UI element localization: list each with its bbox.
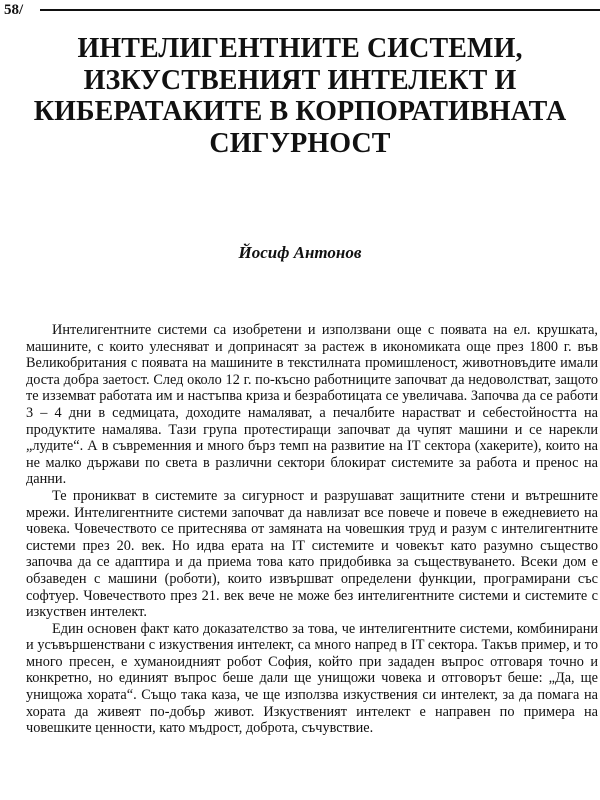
- title-line: ИНТЕЛИГЕНТНИТЕ СИСТЕМИ,: [77, 33, 523, 64]
- title-line: ИЗКУСТВЕНИЯТ ИНТЕЛЕКТ И: [83, 64, 517, 96]
- page-number: 58/: [4, 2, 24, 18]
- article-body: [26, 322, 598, 737]
- header-rule: [40, 9, 600, 11]
- body-paragraph: Един основен факт като доказателство за това, че интелигентните системи, комбинирани и усъвършенствани с изкуствения интелект, са много напред в IT сектора. Такъв пример, и то много пресен, е хуманоидният робот София, който при зададен въпрос отговаря точно и конкретно, но единият въпрос беше дали ще унищожи човека и отговорът беше: „Да, ще унищожа хората“. Също така каза, че ще използва изкуствения си интелект, за да помага на хората да живеят по-добър живот. Изкуственият интелект е направен по примера на човешките ценности, като мъдрост, доброта, съчувствие.: [26, 620, 598, 737]
- body-paragraph: Те проникват в системите за сигурност и разрушават защитните стени и вътрешните мрежи. Интелигентните системи започват да навлизат все повече и повече в ежедневието на човека. Човечеството се притеснява от замяната на човешкия труд и разум с интелигентните системи през 20. век. Но идва ерата на IT системите и човекът като разумно същество започва да се адаптира и да приема това като придобивка за съществуването. Всеки дом е обзаведен с машини (роботи), които извършват определени функции, програмирани със софтуер. Човечеството през 21. век вече не може без интелигентните системи и системите с изкуствен интелект.: [26, 487, 598, 621]
- author-name: Йосиф Антонов: [238, 243, 362, 262]
- title-line: СИГУРНОСТ: [209, 127, 391, 159]
- article-title: [0, 33, 600, 159]
- body-paragraph: Интелигентните системи са изобретени и използвани още с появата на ел. крушката, машините, с които улесняват и допринасят за растеж в икономиката още през 1800 г. във Великобритания с появата на машините в текстилната промишленост, животновъдите имали доста добра заетост. След около 12 г. по-късно работниците започват да недоволстват, защото те изземват работата им и настъпва криза и безработицата се увеличава. Започва да се работи 3 – 4 дни в седмицата, доходите намаляват, а печалбите нарастват и себестойността на продуктите намалява. Тази група протестиращи започват да чупят машини и се нарекли „лудите“. А в съвременния и много бърз темп на развитие на IT сектора (хакерите), които на не малко държави по света в различни сектори блокират системите за работа и пренос на данни.: [26, 322, 598, 488]
- title-line: КИБЕРАТАКИТЕ В КОРПОРАТИВНАТА: [33, 96, 567, 127]
